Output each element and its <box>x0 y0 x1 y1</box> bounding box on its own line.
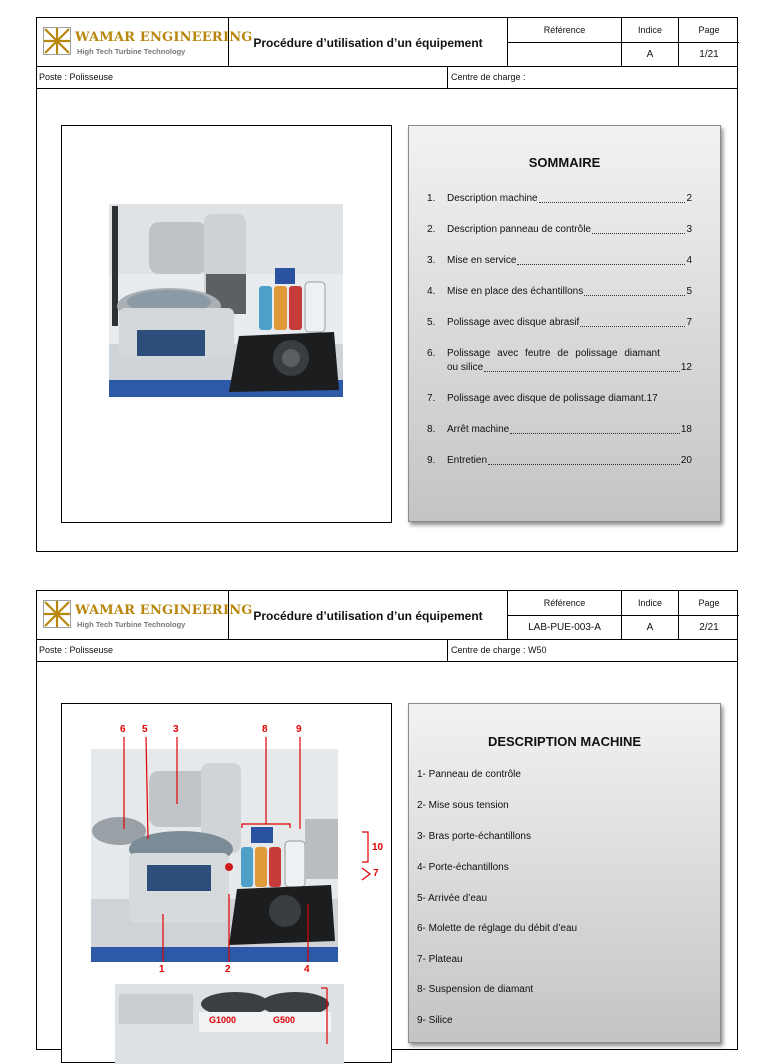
callout-2: 2 <box>225 964 231 975</box>
callout-6: 6 <box>120 724 126 735</box>
document-page-1 <box>36 17 738 552</box>
info-row <box>37 67 737 89</box>
document-title: Procédure d’utilisation d’un équipement <box>229 591 508 640</box>
description-item: 5- Arrivée d’eau <box>417 893 488 904</box>
index-label: Indice <box>622 18 678 43</box>
callout-10: 10 <box>372 842 384 853</box>
toc-item[interactable]: 6. Polissage avec feutre de polissage diamant <box>427 348 660 359</box>
index-label: Indice <box>622 591 678 616</box>
callout-3: 3 <box>173 724 179 735</box>
description-item: 6- Molette de réglage du débit d’eau <box>417 923 578 934</box>
annotated-machine-photo-frame <box>61 703 392 1063</box>
reference-value: LAB-PUE-003-A <box>528 622 601 633</box>
company-logo <box>37 591 253 640</box>
centre-de-charge-label: Centre de charge : <box>451 72 526 82</box>
index-cell <box>622 591 679 640</box>
toc-item-continued[interactable]: ou silice 12 <box>447 362 692 373</box>
page-cell <box>679 18 739 67</box>
toc-item[interactable]: 1. Description machine 2 <box>427 193 692 204</box>
description-item: 3- Bras porte-échantillons <box>417 831 531 842</box>
toc-title: SOMMAIRE <box>528 155 601 170</box>
description-item: 1- Panneau de contrôle <box>417 769 521 780</box>
toc-item[interactable]: 5. Polissage avec disque abrasif 7 <box>427 317 692 328</box>
page-number: 2/21 <box>699 622 719 633</box>
callout-9: 9 <box>296 724 302 735</box>
toc-item[interactable]: 8. Arrêt machine 18 <box>427 424 692 435</box>
description-item: 7- Plateau <box>417 954 463 965</box>
toc-item[interactable]: 4. Mise en place des échantillons 5 <box>427 286 692 297</box>
callout-4: 4 <box>304 964 310 975</box>
turbine-logo-icon <box>43 600 71 628</box>
document-title: Procédure d’utilisation d’un équipement <box>229 18 508 67</box>
page-number: 1/21 <box>699 49 719 60</box>
index-value: A <box>646 49 654 60</box>
reference-cell <box>508 18 622 67</box>
machine-photo <box>109 204 343 397</box>
document-page-2 <box>36 590 738 1050</box>
callout-arrows <box>62 704 393 1004</box>
description-item: 9- Silice <box>417 1015 453 1026</box>
company-name: WAMAR ENGINEERING <box>75 603 253 618</box>
poste-label: Poste : Polisseuse <box>39 645 114 655</box>
toc-item[interactable]: 9. Entretien 20 <box>427 455 692 466</box>
toc-item[interactable]: 3. Mise en service 4 <box>427 255 692 266</box>
info-row <box>37 640 737 662</box>
turbine-logo-icon <box>43 27 71 55</box>
centre-de-charge-label: Centre de charge : W50 <box>451 645 547 655</box>
company-tagline: High Tech Turbine Technology <box>77 620 186 629</box>
toc-item[interactable]: 7. Polissage avec disque de polissage diamant. 17 <box>427 393 658 404</box>
callout-5: 5 <box>142 724 148 735</box>
toc-item[interactable]: 2. Description panneau de contrôle 3 <box>427 224 692 235</box>
page-cell <box>679 591 739 640</box>
description-item: 8- Suspension de diamant <box>417 984 534 995</box>
table-of-contents <box>408 125 721 522</box>
page-header <box>37 591 737 640</box>
page-header <box>37 18 737 67</box>
index-value: A <box>646 622 654 633</box>
reference-label: Référence <box>508 591 621 616</box>
description-item: 4- Porte-échantillons <box>417 862 509 873</box>
page-label: Page <box>679 18 739 43</box>
page-label: Page <box>679 591 739 616</box>
reference-label: Référence <box>508 18 621 43</box>
callout-8: 8 <box>262 724 268 735</box>
description-item: 2- Mise sous tension <box>417 800 509 811</box>
callout-1: 1 <box>159 964 165 975</box>
index-cell <box>622 18 679 67</box>
company-logo <box>37 18 253 67</box>
reference-cell <box>508 591 622 640</box>
description-title: DESCRIPTION MACHINE <box>487 734 642 749</box>
poste-label: Poste : Polisseuse <box>39 72 114 82</box>
machine-description-panel <box>408 703 721 1043</box>
disc-label-g500: G500 <box>273 1015 296 1025</box>
disc-label-g1000: G1000 <box>209 1015 237 1025</box>
callout-7: 7 <box>373 868 379 879</box>
company-tagline: High Tech Turbine Technology <box>77 47 186 56</box>
machine-photo-frame <box>61 125 392 523</box>
company-name: WAMAR ENGINEERING <box>75 30 253 45</box>
reference-value <box>508 42 621 67</box>
